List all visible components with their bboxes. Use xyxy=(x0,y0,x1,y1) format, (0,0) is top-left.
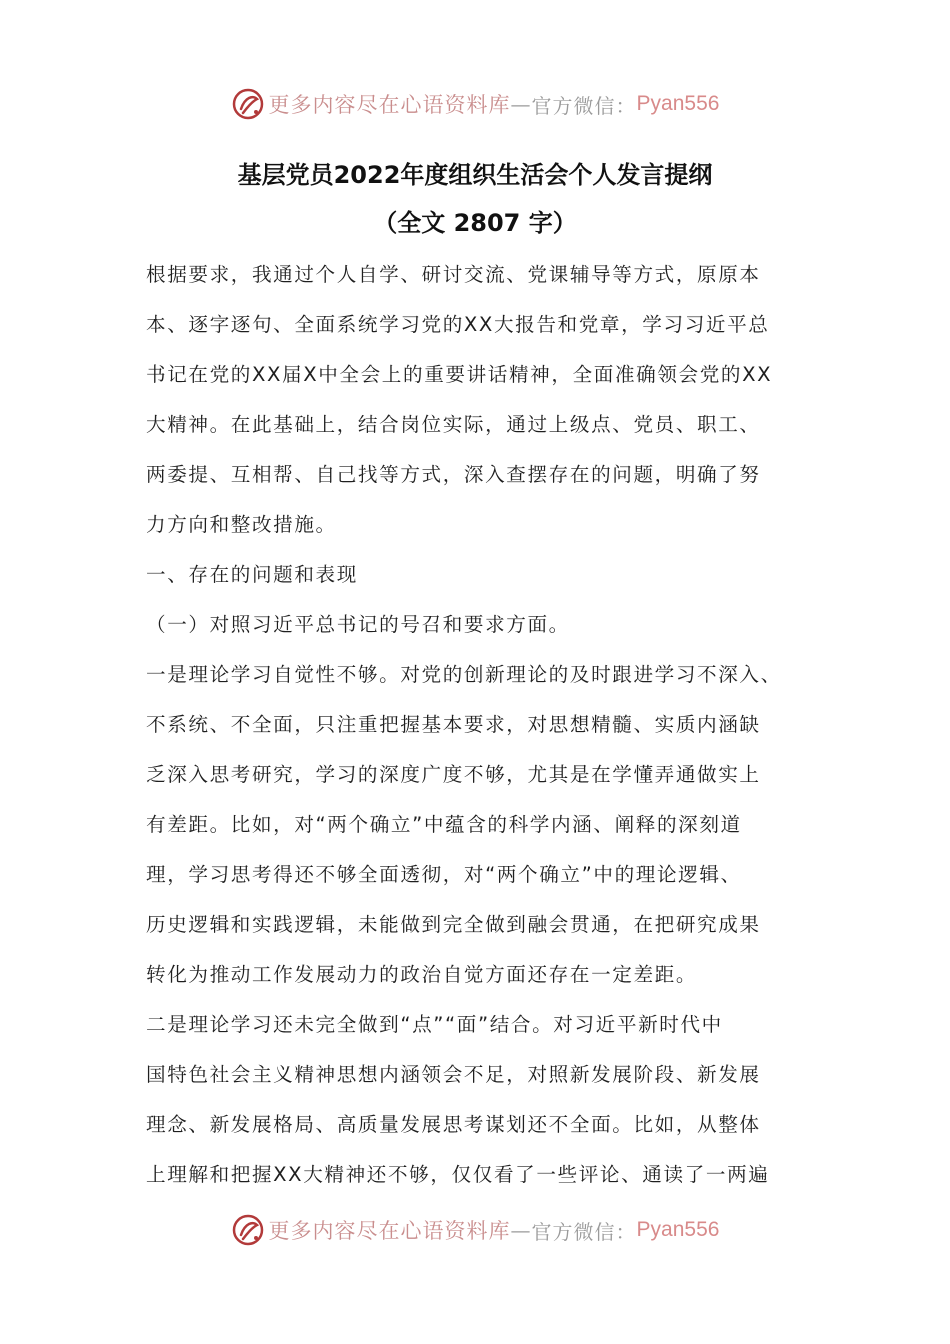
section-heading: 一、存在的问题和表现 xyxy=(146,563,358,586)
watermark-main-text: 更多内容尽在心语资料库 xyxy=(268,93,511,117)
logo-icon xyxy=(231,87,265,121)
text-line: 历史逻辑和实践逻辑，未能做到完全做到融会贯通，在把研究成果 xyxy=(146,913,761,936)
watermark-dash: — xyxy=(510,92,532,116)
text-line: 理念、新发展格局、高质量发展思考谋划还不全面。比如，从整体 xyxy=(146,1113,761,1136)
text-line: 两委提、互相帮、自己找等方式，深入查摆存在的问题，明确了努 xyxy=(146,463,761,486)
text-line: 不系统、不全面，只注重把握基本要求，对思想精髓、实质内涵缺 xyxy=(146,713,761,736)
subsection-heading: （一）对照习近平总书记的号召和要求方面。 xyxy=(146,613,570,636)
text-line: 大精神。在此基础上，结合岗位实际，通过上级点、党员、职工、 xyxy=(146,413,761,436)
text-line: 根据要求，我通过个人自学、研讨交流、党课辅导等方式，原原本 xyxy=(146,263,761,286)
watermark-dash: — xyxy=(510,1218,532,1242)
text-line: 转化为推动工作发展动力的政治自觉方面还存在一定差距。 xyxy=(146,963,698,986)
watermark-footer xyxy=(0,1210,950,1250)
text-line: 力方向和整改措施。 xyxy=(146,513,337,536)
text-line: 有差距。比如，对“两个确立”中蕴含的科学内涵、阐释的深刻道 xyxy=(146,813,742,836)
text-line: 书记在党的XX届X中全会上的重要讲话精神，全面准确领会党的XX xyxy=(146,363,773,386)
text-line: 一是理论学习自觉性不够。对党的创新理论的及时跟进学习不深入、 xyxy=(146,663,782,686)
text-line: 本、逐字逐句、全面系统学习党的XX大报告和党章，学习习近平总 xyxy=(146,313,770,336)
text-line: 二是理论学习还未完全做到“点”“面”结合。对习近平新时代中 xyxy=(146,1013,723,1036)
text-line: 乏深入思考研究，学习的深度广度不够，尤其是在学懂弄通做实上 xyxy=(146,763,761,786)
document-title: 基层党员2022年度组织生活会个人发言提纲 xyxy=(237,161,713,189)
watermark-wechat-id: Pyan556 xyxy=(636,92,720,115)
watermark-header xyxy=(0,84,950,124)
text-line: 国特色社会主义精神思想内涵领会不足，对照新发展阶段、新发展 xyxy=(146,1063,761,1086)
text-line: 理，学习思考得还不够全面透彻，对“两个确立”中的理论逻辑、 xyxy=(146,863,742,886)
watermark-wechat-id: Pyan556 xyxy=(636,1218,720,1241)
watermark-main-text: 更多内容尽在心语资料库 xyxy=(268,1219,511,1243)
document-subtitle: （全文 2807 字） xyxy=(373,209,577,237)
logo-icon xyxy=(231,1213,265,1247)
watermark-wechat-label: 官方微信： xyxy=(531,93,637,118)
text-line: 上理解和把握XX大精神还不够，仅仅看了一些评论、通读了一两遍 xyxy=(146,1163,770,1186)
watermark-wechat-label: 官方微信： xyxy=(531,1219,637,1244)
document-body xyxy=(146,250,818,1200)
